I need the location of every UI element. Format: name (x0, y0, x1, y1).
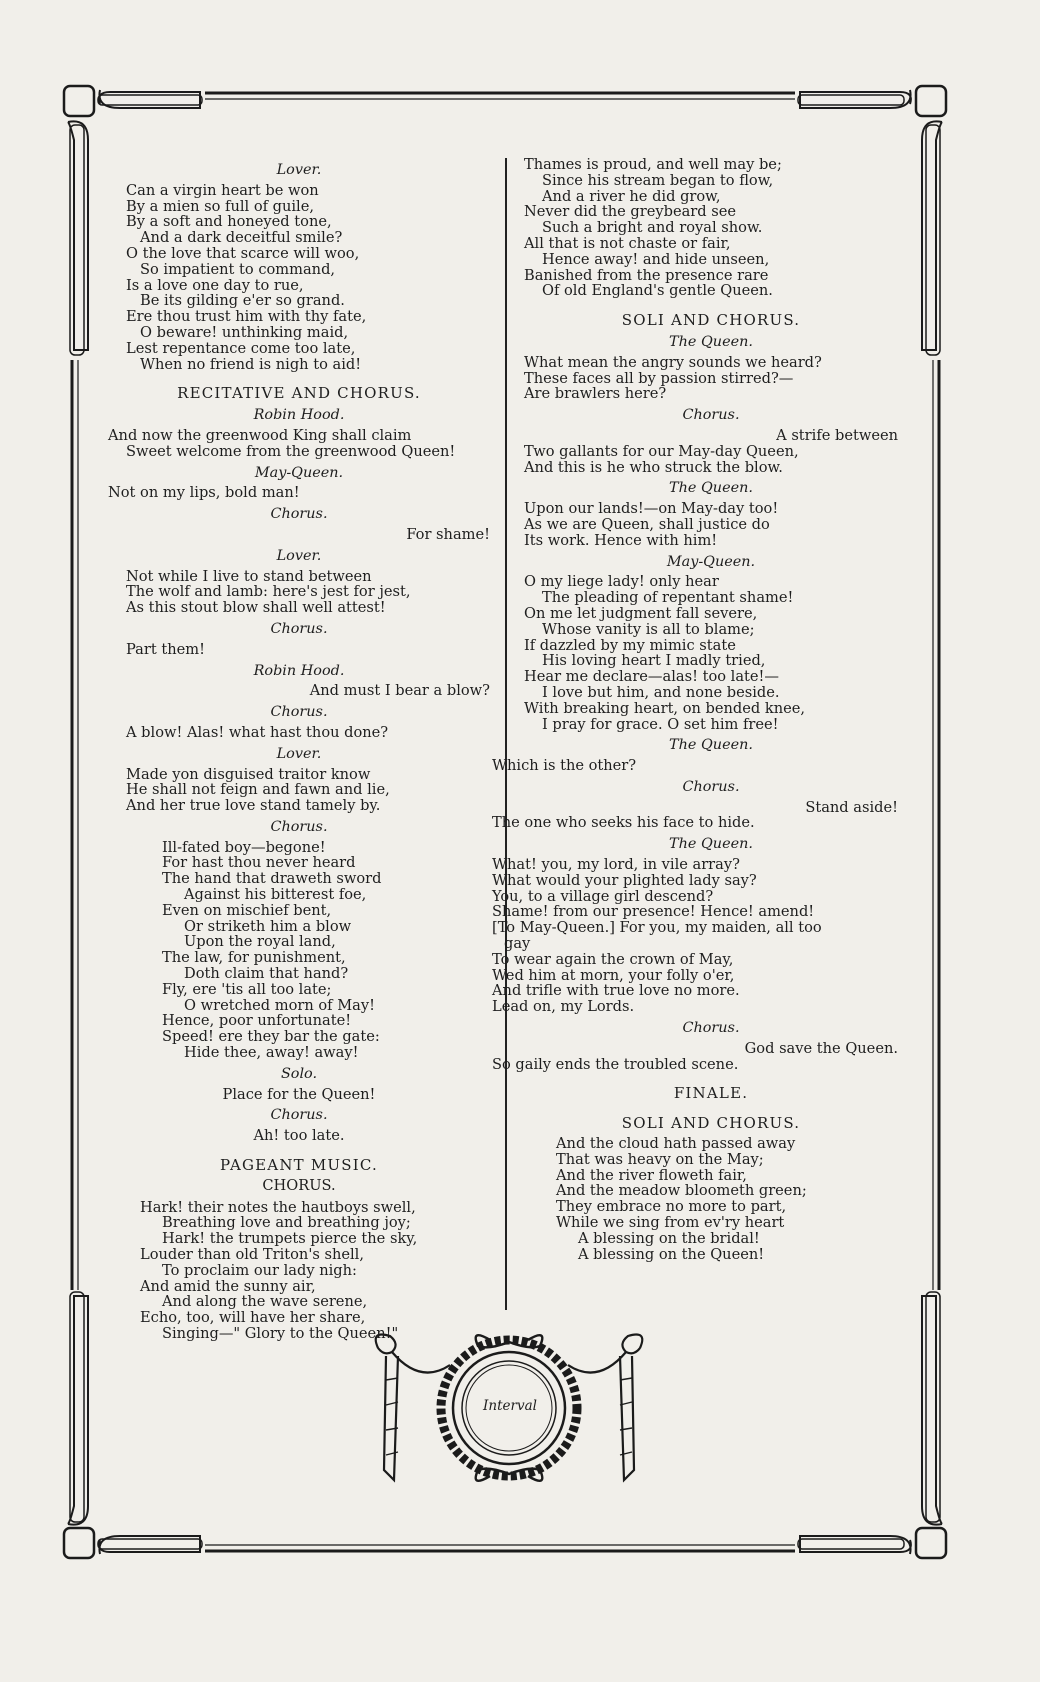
verse-line: These faces all by passion stirred?— (524, 369, 794, 387)
verse-line: Hear me declare—alas! too late!— (524, 668, 779, 686)
verse-line: Speed! ere they bar the gate: (162, 1028, 380, 1046)
verse-line: I pray for grace. O set him free! (542, 715, 779, 733)
verse-line: Thames is proud, and well may be; (524, 156, 782, 173)
verse-line: As we are Queen, shall justice do (524, 515, 770, 533)
speaker-name: The Queen. (669, 737, 753, 754)
verse-line: Its work. Hence with him! (524, 531, 718, 549)
section-heading: FINALE. (673, 1084, 749, 1103)
verse-line: What! you, my lord, in vile array? (492, 856, 740, 874)
verse-line: Are brawlers here? (524, 385, 667, 403)
verse-line: And amid the sunny air, (140, 1277, 316, 1295)
verse-line: Against his bitterest foe, (184, 886, 367, 904)
speaker-name: May-Queen. (666, 553, 756, 570)
verse-line: The wolf and lamb: here's jest for jest, (126, 583, 411, 601)
verse-line: I love but him, and none beside. (542, 683, 780, 701)
verse-line: And this is he who struck the blow. (524, 458, 783, 476)
verse-line: To proclaim our lady nigh: (162, 1261, 357, 1279)
verse-line: By a soft and honeyed tone, (126, 213, 332, 231)
verse-line: While we sing from ev'ry heart (556, 1214, 785, 1232)
verse-line: Place for the Queen! (222, 1085, 376, 1103)
verse-line: A strife between (776, 426, 898, 444)
verse-line: Two gallants for our May-day Queen, (524, 442, 799, 460)
left-column (108, 157, 490, 1342)
verse-line: What would your plighted lady say? (492, 871, 757, 889)
section-heading: PAGEANT MUSIC. (220, 1156, 378, 1175)
verse-line: Whose vanity is all to blame; (542, 620, 755, 638)
verse-line: Of old England's gentle Queen. (542, 282, 773, 300)
verse-line: Upon our lands!—on May-day too! (524, 500, 779, 518)
speaker-name: Chorus. (682, 1020, 740, 1037)
verse-line: Be its gilding e'er so grand. (140, 292, 345, 310)
verse-line: Banished from the presence rare (524, 266, 769, 284)
speaker-name: Chorus. (270, 704, 328, 721)
verse-line: So gaily ends the troubled scene. (492, 1055, 739, 1073)
verse-line: And must I bear a blow? (309, 682, 490, 700)
verse-line: Lead on, my Lords. (492, 998, 635, 1016)
speaker-name: Solo. (280, 1065, 318, 1082)
speaker-name: Chorus. (270, 620, 328, 637)
speaker-name: Chorus. (270, 818, 328, 835)
verse-line: Can a virgin heart be won (126, 181, 319, 199)
verse-line: Wed him at morn, your folly o'er, (492, 966, 735, 984)
verse-line: And along the wave serene, (162, 1293, 368, 1311)
verse-line: The pleading of repentant shame! (542, 589, 794, 607)
verse-line: O the love that scarce will woo, (126, 244, 360, 262)
verse-line: Or striketh him a blow (184, 917, 352, 935)
speaker-name: Robin Hood. (253, 662, 345, 679)
verse-line: Not while I live to stand between (126, 567, 372, 585)
verse-line: Never did the greybeard see (524, 203, 737, 221)
verse-line: Such a bright and royal show. (542, 219, 763, 237)
verse-line: Lest repentance come too late, (126, 339, 356, 357)
verse-line: The hand that draweth sword (162, 870, 382, 888)
verse-line: Made yon disguised traitor know (126, 765, 371, 783)
verse-line: Ill-fated boy—begone! (162, 838, 326, 856)
verse-line: Doth claim that hand? (184, 965, 349, 983)
verse-line: Ah! too late. (253, 1127, 345, 1145)
speaker-name: Chorus. (270, 1107, 328, 1124)
speaker-name: Robin Hood. (253, 407, 345, 424)
verse-line: O beware! unthinking maid, (140, 323, 349, 341)
verse-line: By a mien so full of guile, (126, 197, 314, 215)
verse-line: Hark! the trumpets pierce the sky, (162, 1230, 418, 1248)
verse-line: [To May-Queen.] For you, my maiden, all too (492, 919, 822, 937)
verse-line: And a river he did grow, (542, 187, 721, 205)
verse-line: So impatient to command, (140, 260, 336, 278)
verse-line: All that is not chaste or fair, (524, 234, 731, 252)
verse-line: Is a love one day to rue, (126, 276, 304, 294)
verse-line: Hide thee, away! away! (184, 1044, 359, 1062)
verse-line: His loving heart I madly tried, (542, 652, 766, 670)
speaker-name: Chorus. (270, 506, 328, 523)
verse-line: Hence away! and hide unseen, (542, 250, 770, 268)
section-heading: SOLI AND CHORUS. (621, 1114, 801, 1133)
verse-line: Breathing love and breathing joy; (162, 1214, 411, 1232)
speaker-name: Chorus. (682, 407, 740, 424)
verse-line: The law, for punishment, (162, 949, 346, 967)
verse-line: God save the Queen. (744, 1039, 898, 1057)
verse-line: Louder than old Triton's shell, (140, 1246, 364, 1264)
verse-line: And the cloud hath passed away (556, 1135, 796, 1153)
column-divider (505, 158, 507, 1310)
verse-line: With breaking heart, on bended knee, (524, 699, 806, 717)
verse-line: What mean the angry sounds we heard? (524, 353, 822, 371)
verse-line: For hast thou never heard (162, 854, 356, 872)
verse-line: Which is the other? (492, 757, 637, 775)
verse-line: A blessing on the bridal! (578, 1229, 760, 1247)
verse-line: Since his stream began to flow, (542, 171, 774, 189)
verse-line: To wear again the crown of May, (492, 950, 734, 968)
verse-line: And the river floweth fair, (556, 1166, 747, 1184)
verse-line: When no friend is nigh to aid! (140, 355, 362, 373)
verse-line: Sweet welcome from the greenwood Queen! (126, 442, 456, 460)
verse-line: Hence, poor unfortunate! (162, 1012, 352, 1030)
verse-line: Shame! from our presence! Hence! amend! (492, 903, 815, 921)
verse-line: O my liege lady! only hear (524, 573, 719, 591)
speaker-name: Lover. (276, 745, 322, 762)
verse-line: CHORUS. (262, 1176, 336, 1194)
verse-line: If dazzled by my mimic state (524, 636, 736, 654)
verse-line: Fly, ere 'tis all too late; (162, 980, 332, 998)
verse-line: You, to a village girl descend? (492, 887, 714, 905)
verse-line: O wretched morn of May! (184, 996, 375, 1014)
speaker-name: The Queen. (669, 836, 753, 853)
verse-line: Part them! (126, 640, 205, 658)
verse-line: And now the greenwood King shall claim (108, 426, 412, 444)
verse-line: Hark! their notes the hautboys swell, (140, 1198, 416, 1216)
verse-line: A blessing on the Queen! (578, 1245, 765, 1263)
section-heading: RECITATIVE AND CHORUS. (177, 384, 421, 403)
speaker-name: Lover. (276, 547, 322, 564)
verse-line: And a dark deceitful smile? (140, 229, 343, 247)
verse-line: And her true love stand tamely by. (126, 797, 381, 815)
verse-line: The one who seeks his face to hide. (492, 814, 755, 832)
verse-line: That was heavy on the May; (556, 1150, 764, 1168)
right-column (492, 156, 898, 1263)
verse-line: Stand aside! (805, 798, 898, 816)
verse-line: Even on mischief bent, (162, 901, 332, 919)
verse-line: Singing—" Glory to the Queen!" (162, 1325, 399, 1342)
verse-line: On me let judgment fall severe, (524, 604, 758, 622)
verse-line: And trifle with true love no more. (492, 982, 740, 1000)
verse-line: gay (504, 935, 531, 953)
interval-label: Interval (483, 1398, 537, 1414)
section-heading: SOLI AND CHORUS. (621, 311, 801, 330)
verse-line: Upon the royal land, (184, 933, 336, 951)
speaker-name: Lover. (276, 162, 322, 178)
verse-line: And the meadow bloometh green; (556, 1182, 807, 1200)
speaker-name: Chorus. (682, 778, 740, 795)
verse-line: Ere thou trust him with thy fate, (126, 308, 367, 326)
speaker-name: The Queen. (669, 333, 753, 350)
speaker-name: May-Queen. (254, 464, 344, 481)
verse-line: A blow! Alas! what hast thou done? (126, 723, 389, 741)
verse-line: They embrace no more to part, (556, 1198, 787, 1216)
speaker-name: The Queen. (669, 480, 753, 497)
verse-line: For shame! (406, 525, 490, 543)
verse-line: Not on my lips, bold man! (108, 484, 300, 502)
verse-line: He shall not feign and fawn and lie, (126, 781, 390, 799)
verse-line: As this stout blow shall well attest! (126, 599, 386, 617)
verse-line: Echo, too, will have her share, (140, 1309, 366, 1327)
